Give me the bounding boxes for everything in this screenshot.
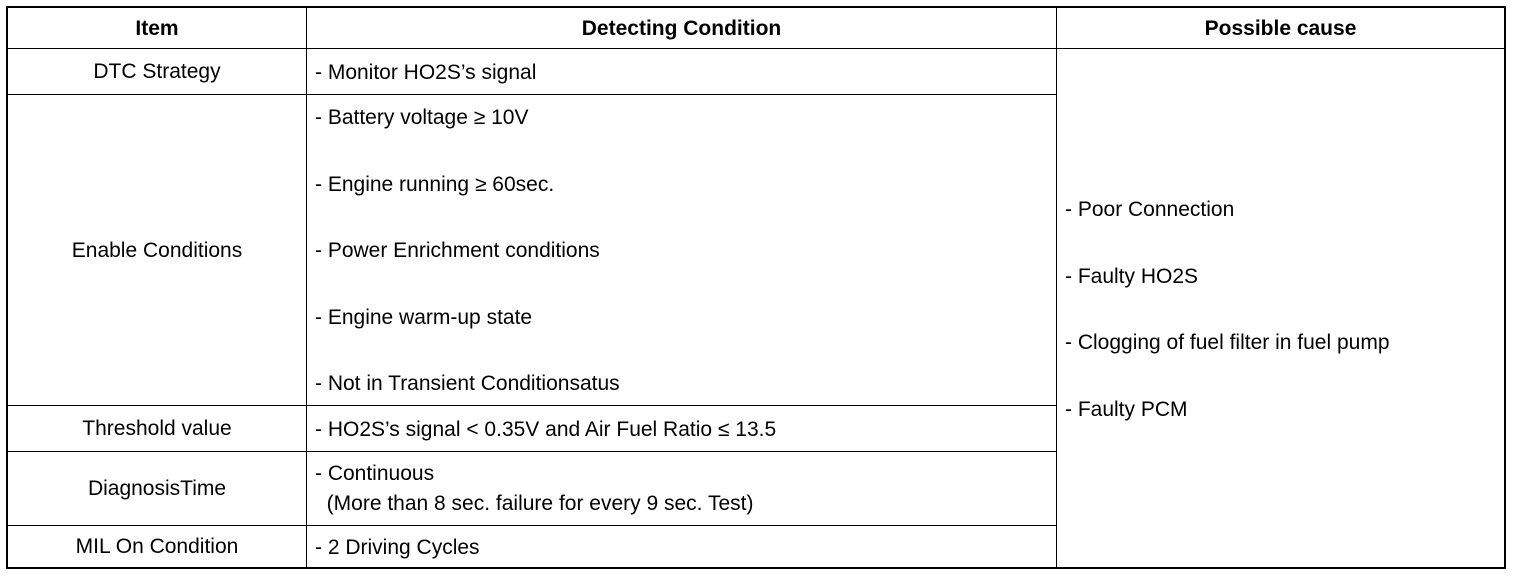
item-dtc-strategy: DTC Strategy bbox=[93, 60, 221, 83]
condition-line: - Battery voltage ≥ 10V bbox=[315, 106, 529, 129]
header-item: Item bbox=[135, 16, 179, 40]
condition-cell bbox=[307, 95, 1056, 405]
condition-cell bbox=[307, 452, 1056, 525]
cause-line: - Clogging of fuel filter in fuel pump bbox=[1065, 331, 1390, 354]
condition-line: - 2 Driving Cycles bbox=[315, 536, 480, 559]
item-threshold-value: Threshold value bbox=[82, 417, 232, 440]
condition-cell bbox=[307, 526, 1056, 567]
cause-line: - Faulty PCM bbox=[1065, 398, 1188, 421]
condition-line: - Power Enrichment conditions bbox=[315, 239, 600, 262]
condition-line: - Not in Transient Conditionsatus bbox=[315, 372, 620, 395]
condition-line: - Monitor HO2S’s signal bbox=[315, 61, 537, 84]
possible-cause-cell bbox=[1057, 49, 1504, 567]
item-mil-on-condition: MIL On Condition bbox=[75, 535, 239, 558]
condition-cell bbox=[307, 49, 1056, 94]
cause-line: - Poor Connection bbox=[1065, 198, 1235, 221]
item-diagnosis-time: DiagnosisTime bbox=[87, 477, 227, 500]
condition-line: - Engine warm-up state bbox=[315, 306, 533, 329]
header-possible-cause: Possible cause bbox=[1204, 16, 1357, 40]
condition-line: - HO2S’s signal < 0.35V and Air Fuel Ratio ≤ 13.5 bbox=[315, 418, 777, 441]
cause-line: - Faulty HO2S bbox=[1065, 265, 1199, 288]
dtc-table bbox=[6, 6, 1506, 569]
header-detecting-condition: Detecting Condition bbox=[581, 16, 782, 40]
condition-line: - Engine running ≥ 60sec. bbox=[315, 173, 555, 196]
item-enable-conditions: Enable Conditions bbox=[71, 238, 243, 262]
condition-cell bbox=[307, 406, 1056, 451]
condition-line: (More than 8 sec. failure for every 9 sec. Test) bbox=[315, 492, 754, 515]
condition-line: - Continuous bbox=[315, 462, 435, 485]
